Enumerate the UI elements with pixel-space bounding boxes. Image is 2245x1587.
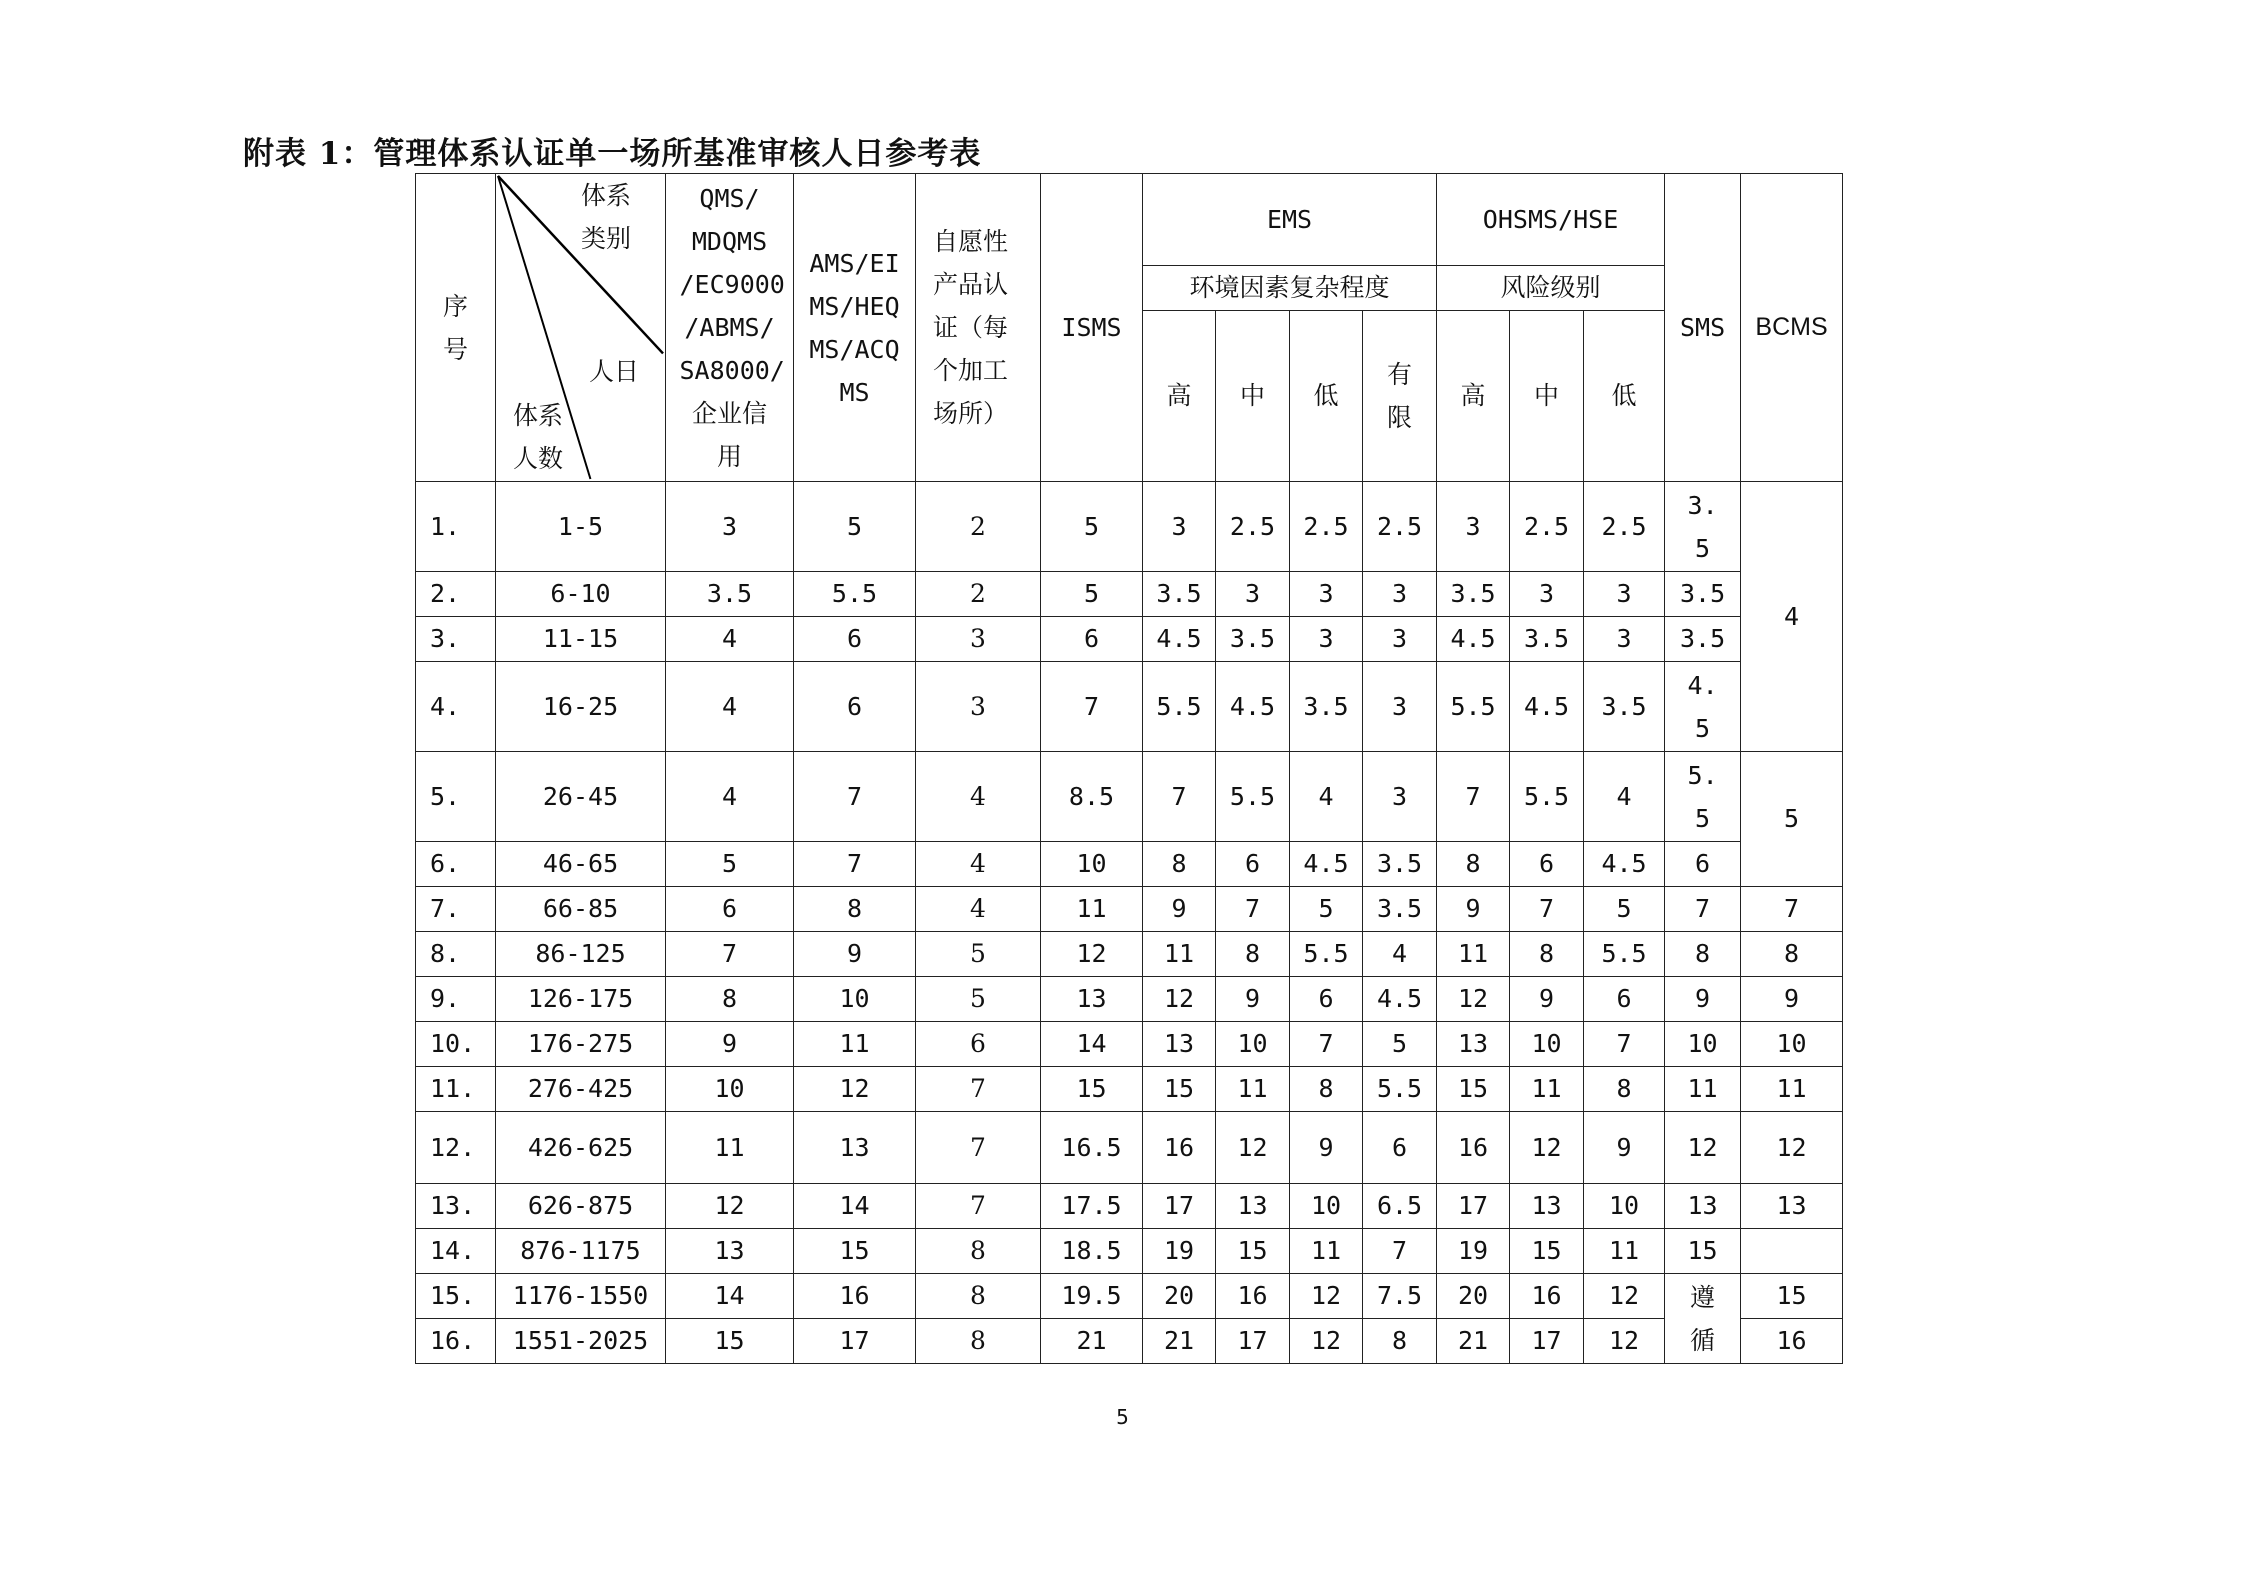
cell-ams: 7 bbox=[794, 842, 916, 887]
cell-seq: 1. bbox=[416, 482, 496, 572]
cell-vol: 6 bbox=[916, 1022, 1041, 1067]
cell-vol: 7 bbox=[916, 1112, 1041, 1184]
cell-qms: 13 bbox=[666, 1229, 794, 1274]
cell-isms: 17.5 bbox=[1041, 1184, 1143, 1229]
cell-e-m: 17 bbox=[1216, 1319, 1290, 1364]
cell-people: 876-1175 bbox=[496, 1229, 666, 1274]
cell-e-m: 10 bbox=[1216, 1022, 1290, 1067]
table-row bbox=[416, 482, 1843, 572]
cell-e-h: 17 bbox=[1143, 1184, 1216, 1229]
cell-e-ltd: 5.5 bbox=[1363, 1067, 1437, 1112]
cell-o-l: 12 bbox=[1584, 1274, 1665, 1319]
cell-e-ltd: 3.5 bbox=[1363, 842, 1437, 887]
cell-e-ltd: 6 bbox=[1363, 1112, 1437, 1184]
cell-ams: 6 bbox=[794, 662, 916, 752]
cell-e-m: 8 bbox=[1216, 932, 1290, 977]
cell-o-l: 12 bbox=[1584, 1319, 1665, 1364]
cell-e-ltd: 3 bbox=[1363, 662, 1437, 752]
cell-isms: 14 bbox=[1041, 1022, 1143, 1067]
cell-qms: 5 bbox=[666, 842, 794, 887]
cell-sms-value: 4. 5 bbox=[1687, 670, 1718, 743]
cell-qms: 14 bbox=[666, 1274, 794, 1319]
header-ohs-mid: 中 bbox=[1510, 311, 1584, 482]
cell-e-l: 4.5 bbox=[1290, 842, 1363, 887]
cell-bcms: 10 bbox=[1741, 1022, 1843, 1067]
cell-o-l: 11 bbox=[1584, 1229, 1665, 1274]
cell-people: 626-875 bbox=[496, 1184, 666, 1229]
cell-qms: 3.5 bbox=[666, 572, 794, 617]
table-row bbox=[416, 572, 1843, 617]
cell-ams: 5 bbox=[794, 482, 916, 572]
cell-o-h: 4.5 bbox=[1437, 617, 1510, 662]
cell-isms: 16.5 bbox=[1041, 1112, 1143, 1184]
cell-seq: 10. bbox=[416, 1022, 496, 1067]
cell-o-h: 19 bbox=[1437, 1229, 1510, 1274]
cell-o-m: 5.5 bbox=[1510, 752, 1584, 842]
cell-e-h: 5.5 bbox=[1143, 662, 1216, 752]
header-ems-low: 低 bbox=[1290, 311, 1363, 482]
table-row bbox=[416, 1112, 1843, 1184]
cell-ams: 12 bbox=[794, 1067, 916, 1112]
cell-e-h: 11 bbox=[1143, 932, 1216, 977]
cell-e-ltd: 4.5 bbox=[1363, 977, 1437, 1022]
cell-o-h: 11 bbox=[1437, 932, 1510, 977]
cell-seq: 5. bbox=[416, 752, 496, 842]
cell-e-h: 3.5 bbox=[1143, 572, 1216, 617]
cell-o-h: 3.5 bbox=[1437, 572, 1510, 617]
cell-sms: 10 bbox=[1665, 1022, 1741, 1067]
cell-vol: 5 bbox=[916, 932, 1041, 977]
cell-o-h: 12 bbox=[1437, 977, 1510, 1022]
cell-e-l: 3.5 bbox=[1290, 662, 1363, 752]
cell-e-h: 15 bbox=[1143, 1067, 1216, 1112]
cell-sms bbox=[1665, 752, 1741, 842]
cell-e-l: 10 bbox=[1290, 1184, 1363, 1229]
cell-e-m: 12 bbox=[1216, 1112, 1290, 1184]
cell-sms: 13 bbox=[1665, 1184, 1741, 1229]
cell-people: 1551-2025 bbox=[496, 1319, 666, 1364]
cell-o-m: 10 bbox=[1510, 1022, 1584, 1067]
cell-e-ltd: 8 bbox=[1363, 1319, 1437, 1364]
cell-ams: 17 bbox=[794, 1319, 916, 1364]
cell-ams: 8 bbox=[794, 887, 916, 932]
header-ohs-low: 低 bbox=[1584, 311, 1665, 482]
table-row bbox=[416, 617, 1843, 662]
cell-o-l: 3.5 bbox=[1584, 662, 1665, 752]
cell-sms-merged bbox=[1665, 1274, 1741, 1364]
cell-e-ltd: 7 bbox=[1363, 1229, 1437, 1274]
cell-e-h: 20 bbox=[1143, 1274, 1216, 1319]
header-ohsms: OHSMS/HSE bbox=[1437, 174, 1665, 266]
cell-e-m: 15 bbox=[1216, 1229, 1290, 1274]
table-row bbox=[416, 1067, 1843, 1112]
cell-e-h: 3 bbox=[1143, 482, 1216, 572]
cell-o-h: 7 bbox=[1437, 752, 1510, 842]
page-title: 附表 1：管理体系认证单一场所基准审核人日参考表 bbox=[243, 136, 982, 172]
cell-o-m: 8 bbox=[1510, 932, 1584, 977]
cell-e-h: 4.5 bbox=[1143, 617, 1216, 662]
cell-sms-value: 5. 5 bbox=[1687, 760, 1718, 833]
header-voluntary bbox=[916, 174, 1041, 482]
cell-o-l: 7 bbox=[1584, 1022, 1665, 1067]
cell-o-l: 3 bbox=[1584, 572, 1665, 617]
cell-bcms: 12 bbox=[1741, 1112, 1843, 1184]
table-row bbox=[416, 887, 1843, 932]
table-row bbox=[416, 1022, 1843, 1067]
cell-o-h: 9 bbox=[1437, 887, 1510, 932]
cell-seq: 12. bbox=[416, 1112, 496, 1184]
cell-isms: 15 bbox=[1041, 1067, 1143, 1112]
cell-e-ltd: 3.5 bbox=[1363, 887, 1437, 932]
cell-e-l: 3 bbox=[1290, 617, 1363, 662]
header-isms: ISMS bbox=[1041, 174, 1143, 482]
cell-bcms: 11 bbox=[1741, 1067, 1843, 1112]
cell-seq: 8. bbox=[416, 932, 496, 977]
table-row bbox=[416, 1184, 1843, 1229]
cell-seq: 7. bbox=[416, 887, 496, 932]
cell-e-m: 11 bbox=[1216, 1067, 1290, 1112]
header-voluntary-label: 自愿性 产品认 证（每 个加工 场所） bbox=[933, 227, 1009, 428]
cell-sms: 6 bbox=[1665, 842, 1741, 887]
cell-o-m: 7 bbox=[1510, 887, 1584, 932]
cell-sms: 12 bbox=[1665, 1112, 1741, 1184]
cell-qms: 4 bbox=[666, 752, 794, 842]
cell-e-h: 19 bbox=[1143, 1229, 1216, 1274]
header-ohs-high: 高 bbox=[1437, 311, 1510, 482]
cell-qms: 11 bbox=[666, 1112, 794, 1184]
cell-people: 46-65 bbox=[496, 842, 666, 887]
cell-o-m: 4.5 bbox=[1510, 662, 1584, 752]
cell-sms: 8 bbox=[1665, 932, 1741, 977]
header-diagonal-cell bbox=[496, 174, 666, 482]
cell-people: 426-625 bbox=[496, 1112, 666, 1184]
cell-seq: 13. bbox=[416, 1184, 496, 1229]
cell-bcms: 8 bbox=[1741, 932, 1843, 977]
cell-e-l: 4 bbox=[1290, 752, 1363, 842]
cell-e-l: 12 bbox=[1290, 1274, 1363, 1319]
cell-qms: 15 bbox=[666, 1319, 794, 1364]
cell-e-h: 12 bbox=[1143, 977, 1216, 1022]
diag-label-headcount: 体系人数 bbox=[512, 401, 563, 473]
cell-seq: 4. bbox=[416, 662, 496, 752]
cell-ams: 7 bbox=[794, 752, 916, 842]
cell-e-l: 5 bbox=[1290, 887, 1363, 932]
cell-o-l: 3 bbox=[1584, 617, 1665, 662]
cell-sms-value: 3. 5 bbox=[1687, 490, 1718, 563]
header-ems-limited bbox=[1363, 311, 1437, 482]
table-row bbox=[416, 662, 1843, 752]
cell-e-m: 3 bbox=[1216, 572, 1290, 617]
cell-o-m: 16 bbox=[1510, 1274, 1584, 1319]
cell-e-ltd: 7.5 bbox=[1363, 1274, 1437, 1319]
cell-seq: 9. bbox=[416, 977, 496, 1022]
cell-isms: 18.5 bbox=[1041, 1229, 1143, 1274]
header-row-1 bbox=[416, 174, 1843, 266]
cell-vol: 2 bbox=[916, 482, 1041, 572]
cell-e-h: 21 bbox=[1143, 1319, 1216, 1364]
cell-o-m: 9 bbox=[1510, 977, 1584, 1022]
table-row bbox=[416, 1274, 1843, 1319]
cell-o-h: 8 bbox=[1437, 842, 1510, 887]
cell-o-h: 5.5 bbox=[1437, 662, 1510, 752]
cell-o-m: 15 bbox=[1510, 1229, 1584, 1274]
cell-people: 126-175 bbox=[496, 977, 666, 1022]
cell-o-l: 10 bbox=[1584, 1184, 1665, 1229]
cell-vol: 8 bbox=[916, 1229, 1041, 1274]
header-ems-sub: 环境因素复杂程度 bbox=[1143, 266, 1437, 311]
cell-vol: 8 bbox=[916, 1274, 1041, 1319]
header-ems-mid: 中 bbox=[1216, 311, 1290, 482]
cell-ams: 15 bbox=[794, 1229, 916, 1274]
cell-sms: 3.5 bbox=[1665, 572, 1741, 617]
cell-e-m: 3.5 bbox=[1216, 617, 1290, 662]
diag-label-man-day: 人日 bbox=[589, 357, 640, 386]
cell-ams: 16 bbox=[794, 1274, 916, 1319]
cell-vol: 4 bbox=[916, 752, 1041, 842]
cell-ams: 14 bbox=[794, 1184, 916, 1229]
cell-vol: 2 bbox=[916, 572, 1041, 617]
cell-e-m: 5.5 bbox=[1216, 752, 1290, 842]
header-sms: SMS bbox=[1665, 174, 1741, 482]
cell-e-l: 11 bbox=[1290, 1229, 1363, 1274]
cell-sms: 9 bbox=[1665, 977, 1741, 1022]
cell-vol: 7 bbox=[916, 1067, 1041, 1112]
cell-isms: 21 bbox=[1041, 1319, 1143, 1364]
table-row bbox=[416, 842, 1843, 887]
cell-qms: 7 bbox=[666, 932, 794, 977]
cell-e-ltd: 6.5 bbox=[1363, 1184, 1437, 1229]
cell-e-m: 9 bbox=[1216, 977, 1290, 1022]
cell-ams: 5.5 bbox=[794, 572, 916, 617]
table-row bbox=[416, 752, 1843, 842]
cell-e-l: 8 bbox=[1290, 1067, 1363, 1112]
cell-o-h: 20 bbox=[1437, 1274, 1510, 1319]
cell-o-l: 9 bbox=[1584, 1112, 1665, 1184]
cell-sms: 11 bbox=[1665, 1067, 1741, 1112]
cell-e-ltd: 4 bbox=[1363, 932, 1437, 977]
cell-seq: 2. bbox=[416, 572, 496, 617]
header-qms bbox=[666, 174, 794, 482]
header-ohsms-sub: 风险级别 bbox=[1437, 266, 1665, 311]
cell-ams: 13 bbox=[794, 1112, 916, 1184]
cell-bcms-merged-1-4: 4 bbox=[1741, 482, 1843, 752]
cell-sms bbox=[1665, 482, 1741, 572]
cell-ams: 6 bbox=[794, 617, 916, 662]
cell-bcms: 13 bbox=[1741, 1184, 1843, 1229]
cell-o-l: 5 bbox=[1584, 887, 1665, 932]
cell-isms: 11 bbox=[1041, 887, 1143, 932]
cell-o-m: 2.5 bbox=[1510, 482, 1584, 572]
cell-seq: 3. bbox=[416, 617, 496, 662]
header-seq-label: 序号 bbox=[442, 291, 468, 364]
cell-sms: 3.5 bbox=[1665, 617, 1741, 662]
cell-e-l: 9 bbox=[1290, 1112, 1363, 1184]
cell-e-h: 13 bbox=[1143, 1022, 1216, 1067]
cell-qms: 9 bbox=[666, 1022, 794, 1067]
cell-vol: 4 bbox=[916, 887, 1041, 932]
cell-isms: 8.5 bbox=[1041, 752, 1143, 842]
cell-e-m: 16 bbox=[1216, 1274, 1290, 1319]
cell-ams: 10 bbox=[794, 977, 916, 1022]
table-row bbox=[416, 1229, 1843, 1274]
cell-e-ltd: 3 bbox=[1363, 572, 1437, 617]
cell-qms: 3 bbox=[666, 482, 794, 572]
cell-bcms: 7 bbox=[1741, 887, 1843, 932]
cell-people: 276-425 bbox=[496, 1067, 666, 1112]
cell-o-m: 12 bbox=[1510, 1112, 1584, 1184]
cell-o-l: 4 bbox=[1584, 752, 1665, 842]
cell-sms bbox=[1665, 662, 1741, 752]
audit-man-day-table bbox=[415, 173, 1843, 1364]
cell-isms: 10 bbox=[1041, 842, 1143, 887]
cell-sms: 15 bbox=[1665, 1229, 1741, 1274]
cell-bcms-merged-5-6: 5 bbox=[1741, 752, 1843, 887]
cell-vol: 5 bbox=[916, 977, 1041, 1022]
cell-isms: 13 bbox=[1041, 977, 1143, 1022]
cell-qms: 6 bbox=[666, 887, 794, 932]
cell-e-h: 8 bbox=[1143, 842, 1216, 887]
cell-qms: 12 bbox=[666, 1184, 794, 1229]
table-row bbox=[416, 932, 1843, 977]
cell-vol: 7 bbox=[916, 1184, 1041, 1229]
cell-people: 66-85 bbox=[496, 887, 666, 932]
header-ams bbox=[794, 174, 916, 482]
cell-o-l: 4.5 bbox=[1584, 842, 1665, 887]
cell-qms: 10 bbox=[666, 1067, 794, 1112]
cell-seq: 11. bbox=[416, 1067, 496, 1112]
cell-e-l: 6 bbox=[1290, 977, 1363, 1022]
cell-bcms bbox=[1741, 1229, 1843, 1274]
cell-qms: 4 bbox=[666, 662, 794, 752]
cell-qms: 4 bbox=[666, 617, 794, 662]
cell-e-ltd: 2.5 bbox=[1363, 482, 1437, 572]
header-qms-label: QMS/ MDQMS /EC9000 /ABMS/ SA8000/ 企业信 用 bbox=[679, 184, 785, 471]
cell-e-h: 9 bbox=[1143, 887, 1216, 932]
cell-seq: 15. bbox=[416, 1274, 496, 1319]
cell-isms: 5 bbox=[1041, 572, 1143, 617]
cell-e-m: 4.5 bbox=[1216, 662, 1290, 752]
cell-people: 26-45 bbox=[496, 752, 666, 842]
cell-e-ltd: 3 bbox=[1363, 752, 1437, 842]
cell-o-m: 6 bbox=[1510, 842, 1584, 887]
cell-sms-merged-value: 遵 循 bbox=[1690, 1282, 1716, 1355]
cell-people: 86-125 bbox=[496, 932, 666, 977]
cell-o-m: 13 bbox=[1510, 1184, 1584, 1229]
cell-o-h: 3 bbox=[1437, 482, 1510, 572]
cell-ams: 11 bbox=[794, 1022, 916, 1067]
cell-isms: 12 bbox=[1041, 932, 1143, 977]
cell-e-l: 3 bbox=[1290, 572, 1363, 617]
cell-o-h: 17 bbox=[1437, 1184, 1510, 1229]
header-ems-limited-label: 有 限 bbox=[1387, 360, 1413, 432]
cell-o-h: 15 bbox=[1437, 1067, 1510, 1112]
header-seq bbox=[416, 174, 496, 482]
cell-people: 176-275 bbox=[496, 1022, 666, 1067]
cell-qms: 8 bbox=[666, 977, 794, 1022]
table-row bbox=[416, 1319, 1843, 1364]
cell-seq: 16. bbox=[416, 1319, 496, 1364]
header-ams-label: AMS/EI MS/HEQ MS/ACQ MS bbox=[809, 248, 900, 407]
cell-e-m: 7 bbox=[1216, 887, 1290, 932]
cell-o-l: 5.5 bbox=[1584, 932, 1665, 977]
cell-e-l: 12 bbox=[1290, 1319, 1363, 1364]
cell-o-h: 21 bbox=[1437, 1319, 1510, 1364]
cell-people: 11-15 bbox=[496, 617, 666, 662]
header-ems: EMS bbox=[1143, 174, 1437, 266]
cell-o-m: 3 bbox=[1510, 572, 1584, 617]
cell-e-l: 5.5 bbox=[1290, 932, 1363, 977]
cell-o-m: 11 bbox=[1510, 1067, 1584, 1112]
cell-people: 1176-1550 bbox=[496, 1274, 666, 1319]
cell-vol: 8 bbox=[916, 1319, 1041, 1364]
cell-e-h: 16 bbox=[1143, 1112, 1216, 1184]
cell-sms: 7 bbox=[1665, 887, 1741, 932]
cell-bcms: 9 bbox=[1741, 977, 1843, 1022]
cell-o-l: 8 bbox=[1584, 1067, 1665, 1112]
cell-vol: 3 bbox=[916, 662, 1041, 752]
cell-vol: 4 bbox=[916, 842, 1041, 887]
cell-bcms: 16 bbox=[1741, 1319, 1843, 1364]
cell-o-h: 16 bbox=[1437, 1112, 1510, 1184]
cell-people: 1-5 bbox=[496, 482, 666, 572]
cell-seq: 14. bbox=[416, 1229, 496, 1274]
cell-o-l: 2.5 bbox=[1584, 482, 1665, 572]
table-row bbox=[416, 977, 1843, 1022]
cell-e-l: 2.5 bbox=[1290, 482, 1363, 572]
cell-people: 6-10 bbox=[496, 572, 666, 617]
page-number: 5 bbox=[1116, 1405, 1129, 1429]
cell-e-l: 7 bbox=[1290, 1022, 1363, 1067]
cell-bcms: 15 bbox=[1741, 1274, 1843, 1319]
cell-e-m: 2.5 bbox=[1216, 482, 1290, 572]
cell-o-l: 6 bbox=[1584, 977, 1665, 1022]
cell-e-m: 13 bbox=[1216, 1184, 1290, 1229]
cell-isms: 5 bbox=[1041, 482, 1143, 572]
cell-e-ltd: 5 bbox=[1363, 1022, 1437, 1067]
header-bcms: BCMS bbox=[1741, 174, 1843, 482]
diag-label-system-type: 体系类别 bbox=[580, 181, 631, 253]
cell-e-m: 6 bbox=[1216, 842, 1290, 887]
cell-isms: 7 bbox=[1041, 662, 1143, 752]
cell-e-ltd: 3 bbox=[1363, 617, 1437, 662]
cell-o-m: 17 bbox=[1510, 1319, 1584, 1364]
header-ems-high: 高 bbox=[1143, 311, 1216, 482]
cell-people: 16-25 bbox=[496, 662, 666, 752]
cell-isms: 19.5 bbox=[1041, 1274, 1143, 1319]
cell-e-h: 7 bbox=[1143, 752, 1216, 842]
cell-isms: 6 bbox=[1041, 617, 1143, 662]
cell-o-h: 13 bbox=[1437, 1022, 1510, 1067]
cell-o-m: 3.5 bbox=[1510, 617, 1584, 662]
cell-seq: 6. bbox=[416, 842, 496, 887]
cell-vol: 3 bbox=[916, 617, 1041, 662]
cell-ams: 9 bbox=[794, 932, 916, 977]
